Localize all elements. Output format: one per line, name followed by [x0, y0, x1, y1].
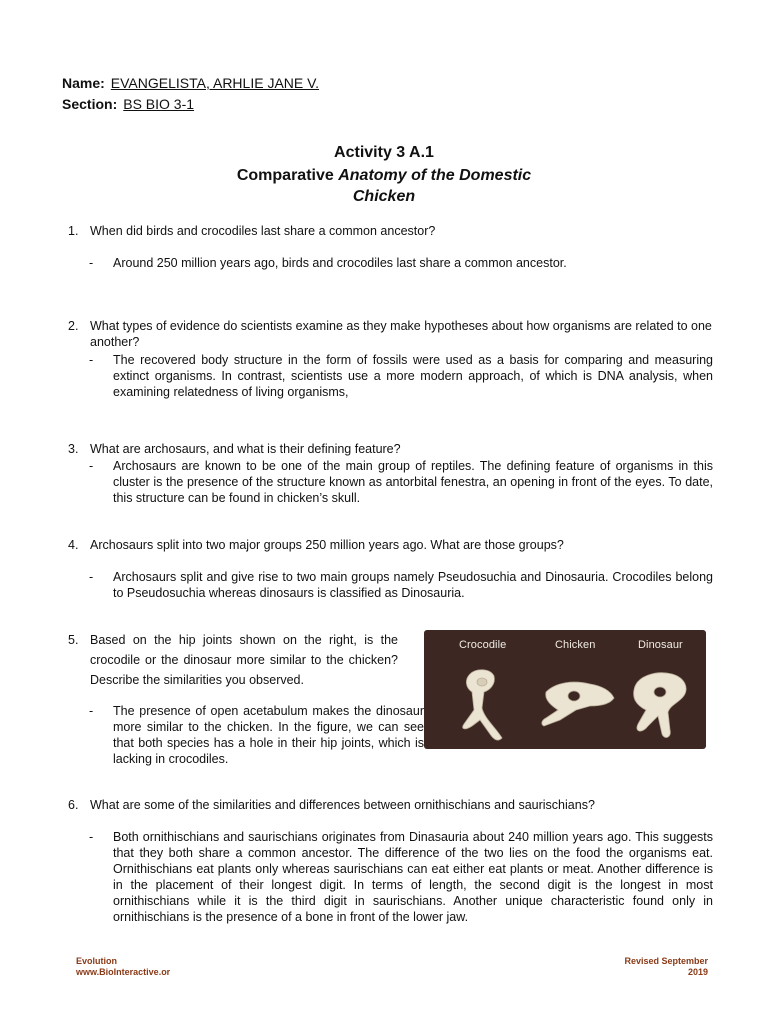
- figure-label-dinosaur: Dinosaur: [638, 639, 683, 651]
- section-line: [62, 95, 194, 113]
- question-text: What types of evidence do scientists examine as they make hypotheses about how organisms are related to one another?: [90, 319, 712, 349]
- footer-website: www.BioInteractive.or: [76, 967, 171, 977]
- answer-dash: -: [89, 704, 94, 718]
- answer-text: Archosaurs are known to be one of the main group of reptiles. The defining feature of organisms in this cluster is the presence of the structure known as antorbital fenestra, an opening in front of the eyes. To date, this structure can be found in chicken’s skull.: [113, 459, 713, 505]
- answer-1: [89, 255, 713, 271]
- answer-dash: -: [89, 830, 94, 844]
- hip-bones-illustration: [424, 630, 706, 749]
- activity-title: Activity 3 A.1: [334, 144, 434, 161]
- answer-text: Around 250 million years ago, birds and crocodiles last share a common ancestor.: [113, 256, 567, 270]
- question-number: 6.: [68, 798, 79, 812]
- answer-text: Archosaurs split and give rise to two main groups namely Pseudosuchia and Dinosauria. Crocodiles belong to Pseudosuchia whereas dinosaurs is classified as Dinosauria.: [113, 570, 713, 600]
- answer-2: [89, 352, 713, 400]
- figure-label-crocodile: Crocodile: [459, 639, 507, 651]
- answer-text: Both ornithischians and saurischians originates from Dinasauria about 240 million years ago. This suggests that they both share a common ancestor. The difference of the two lies on the food the organisms eat. Ornithischians eat plants only whereas saurischians can eat either eat plants or meat. Another difference is in the placement of their longest digit. In terms of length, the second digit is the longest in most ornithischians while it is the third digit in saurischians. Another unique characteristic found only in ornithischians is the presence of a bone in front of the lower jaw.: [113, 830, 713, 924]
- footer-year: 2019: [687, 967, 708, 977]
- question-4: [68, 537, 713, 553]
- question-number: 5.: [68, 633, 79, 647]
- question-number: 3.: [68, 442, 79, 456]
- question-number: 4.: [68, 538, 79, 552]
- question-text: What are some of the similarities and differences between ornithischians and saurischians?: [90, 798, 595, 812]
- question-3: [68, 441, 713, 457]
- hip-joints-figure: [424, 630, 706, 749]
- answer-dash: -: [89, 570, 94, 584]
- question-text: When did birds and crocodiles last share a common ancestor?: [90, 224, 436, 238]
- answer-4: [89, 569, 713, 601]
- question-text: Archosaurs split into two major groups 250 million years ago. What are those groups?: [90, 538, 564, 552]
- question-6: [68, 797, 713, 813]
- question-1: [68, 223, 716, 239]
- answer-3: [89, 458, 713, 506]
- section-value: BS BIO 3-1: [123, 96, 195, 112]
- subtitle-plain: Comparative: [236, 167, 339, 184]
- activity-subtitle: [0, 165, 768, 187]
- crocodile-hip-bone: [463, 670, 502, 740]
- question-text: Based on the hip joints shown on the right, is the crocodile or the dinosaur more similar to the chicken? Describe the similarities you observed.: [90, 633, 398, 687]
- chicken-hip-bone: [542, 682, 614, 726]
- question-number: 1.: [68, 224, 79, 238]
- answer-6: [89, 829, 713, 925]
- name-line: [62, 74, 319, 92]
- name-label: Name:: [62, 75, 105, 91]
- answer-dash: -: [89, 459, 94, 473]
- answer-dash: -: [89, 353, 94, 367]
- section-label: Section:: [62, 96, 118, 112]
- question-number: 2.: [68, 319, 79, 333]
- dinosaur-hip-bone: [634, 673, 686, 738]
- subtitle-italic-2: Chicken: [352, 188, 416, 205]
- footer-revised: Revised September: [624, 956, 708, 966]
- footer-right: [624, 956, 708, 978]
- question-text: What are archosaurs, and what is their defining feature?: [90, 442, 401, 456]
- question-2: [68, 318, 713, 350]
- figure-label-chicken: Chicken: [555, 639, 596, 651]
- footer-subject: Evolution: [76, 956, 117, 966]
- question-5: [68, 630, 398, 687]
- subtitle-italic: Anatomy of the Domestic: [338, 167, 532, 184]
- answer-dash: -: [89, 256, 94, 270]
- name-value: EVANGELISTA, ARHLIE JANE V.: [110, 75, 320, 91]
- answer-5: [89, 703, 424, 767]
- activity-subtitle-line2: [0, 186, 768, 208]
- answer-text: The presence of open acetabulum makes the dinosaur more similar to the chicken. In the figure, we can see that both species has a hole in their hip joints, which is lacking in crocodiles.: [113, 704, 424, 766]
- answer-text: The recovered body structure in the form of fossils were used as a basis for comparing and measuring extinct organisms. In contrast, scientists use a more modern approach, of which is DNA analysis, when examining relatedness of living organisms,: [113, 353, 713, 399]
- footer-left: [76, 956, 170, 978]
